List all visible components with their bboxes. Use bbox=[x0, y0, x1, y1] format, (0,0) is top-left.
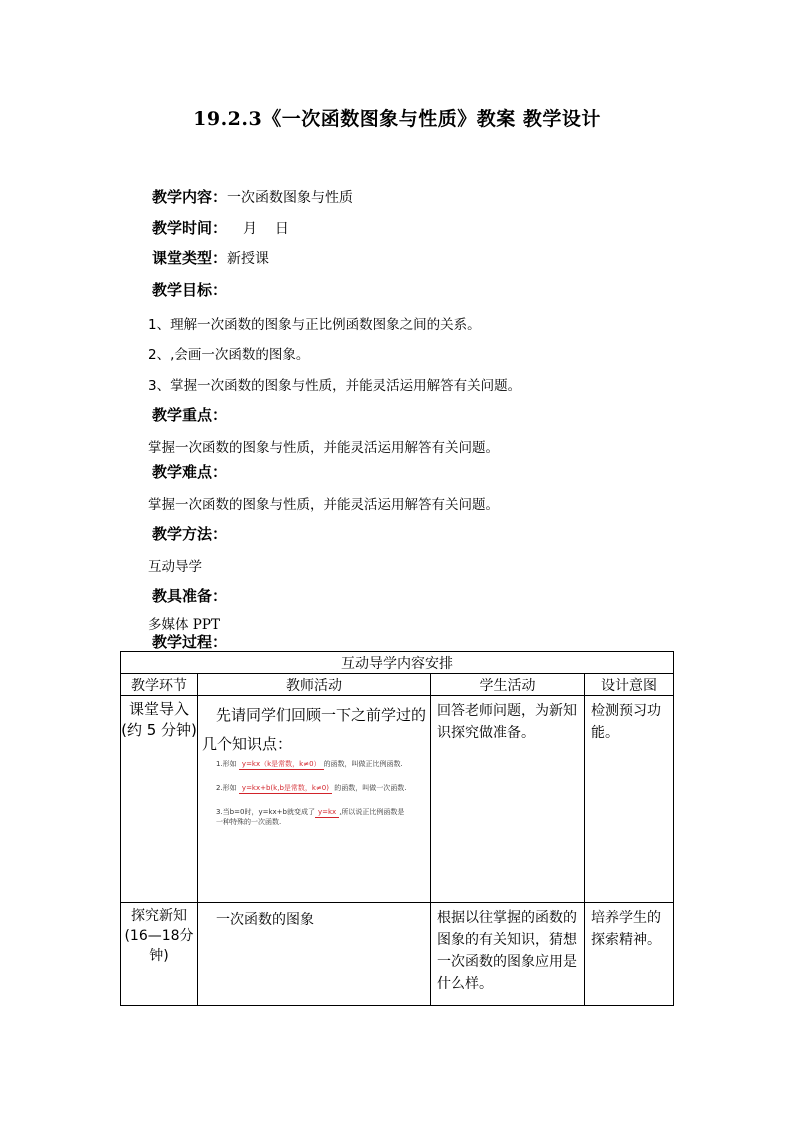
knowledge-point-3-cont: 一种特殊的一次函数. bbox=[216, 818, 282, 826]
student-cell bbox=[431, 903, 585, 1006]
process-label: 教学过程： bbox=[152, 633, 228, 651]
goals-label: 教学目标： bbox=[152, 281, 228, 299]
header-intent: 设计意图 bbox=[585, 674, 674, 696]
stage-text: 课堂导入(约 5 分钟) bbox=[121, 700, 197, 739]
intent-cell bbox=[585, 696, 674, 903]
key-label: 教学重点： bbox=[152, 406, 228, 424]
knowledge-point-1: 1.形如 y=kx（k是常数，k≠0） 的函数，叫做正比例函数. bbox=[216, 760, 403, 768]
tools-label: 教具准备： bbox=[152, 587, 228, 605]
intent-text: 培养学生的探索精神。 bbox=[591, 910, 661, 948]
content-value: 一次函数图象与性质 bbox=[227, 190, 354, 206]
goal-item: 2、,会画一次函数的图象。 bbox=[148, 347, 310, 363]
type-label: 课堂类型： bbox=[152, 249, 228, 267]
formula-3: y=kx bbox=[315, 808, 339, 818]
intent-text: 检测预习功能。 bbox=[591, 703, 661, 741]
intent-cell bbox=[585, 903, 674, 1006]
formula-1: y=kx（k是常数，k≠0） bbox=[239, 760, 324, 770]
teacher-cell bbox=[198, 696, 431, 903]
method-value: 互动导学 bbox=[148, 559, 202, 575]
tools-value: 多媒体 PPT bbox=[148, 617, 220, 633]
method-label: 教学方法： bbox=[152, 525, 228, 543]
time-label: 教学时间： bbox=[152, 219, 228, 237]
stage-cell bbox=[121, 903, 198, 1006]
stage-cell bbox=[121, 696, 198, 903]
teacher-sub-text: 几个知识点： bbox=[202, 735, 293, 753]
knowledge-point-3: 3.当b=0时，y=kx+b就变成了 y=kx ,所以说正比例函数是 bbox=[216, 808, 405, 816]
difficulty-label: 教学难点： bbox=[152, 463, 228, 481]
goal-item: 3、掌握一次函数的图象与性质，并能灵活运用解答有关问题。 bbox=[148, 378, 522, 394]
table-caption: 互动导学内容安排 bbox=[121, 652, 674, 674]
stage-text: 探究新知(16—18分钟) bbox=[124, 908, 194, 964]
teacher-text: 一次函数的图象 bbox=[216, 912, 314, 928]
formula-2: y=kx+b(k,b是常数，k≠0) bbox=[239, 784, 332, 794]
table-row bbox=[121, 903, 674, 1006]
time-section bbox=[152, 217, 289, 238]
teacher-lead-text: 先请同学们回顾一下之前学过的 bbox=[216, 706, 427, 724]
difficulty-value: 掌握一次函数的图象与性质，并能灵活运用解答有关问题。 bbox=[148, 497, 499, 513]
header-stage: 教学环节 bbox=[121, 674, 198, 696]
type-value: 新授课 bbox=[227, 251, 270, 267]
content-label: 教学内容： bbox=[152, 188, 228, 206]
time-value: 月 日 bbox=[243, 221, 289, 237]
goal-item: 1、理解一次函数的图象与正比例函数图象之间的关系。 bbox=[148, 317, 481, 333]
teacher-cell bbox=[198, 903, 431, 1006]
process-table bbox=[120, 651, 674, 1006]
key-value: 掌握一次函数的图象与性质，并能灵活运用解答有关问题。 bbox=[148, 440, 499, 456]
student-text: 回答老师问题，为新知识探究做准备。 bbox=[437, 703, 577, 741]
student-text: 根据以往掌握的函数的图象的有关知识，猜想一次函数的图象应用是什么样。 bbox=[437, 910, 577, 992]
table-row bbox=[121, 696, 674, 903]
knowledge-point-2: 2.形如 y=kx+b(k,b是常数，k≠0) 的函数，叫做一次函数. bbox=[216, 784, 407, 792]
type-section bbox=[152, 247, 269, 268]
page-title: 19.2.3《一次函数图象与性质》教案 教学设计 bbox=[193, 108, 601, 130]
header-teacher: 教师活动 bbox=[198, 674, 431, 696]
content-section bbox=[152, 186, 353, 207]
student-cell bbox=[431, 696, 585, 903]
header-student: 学生活动 bbox=[431, 674, 585, 696]
